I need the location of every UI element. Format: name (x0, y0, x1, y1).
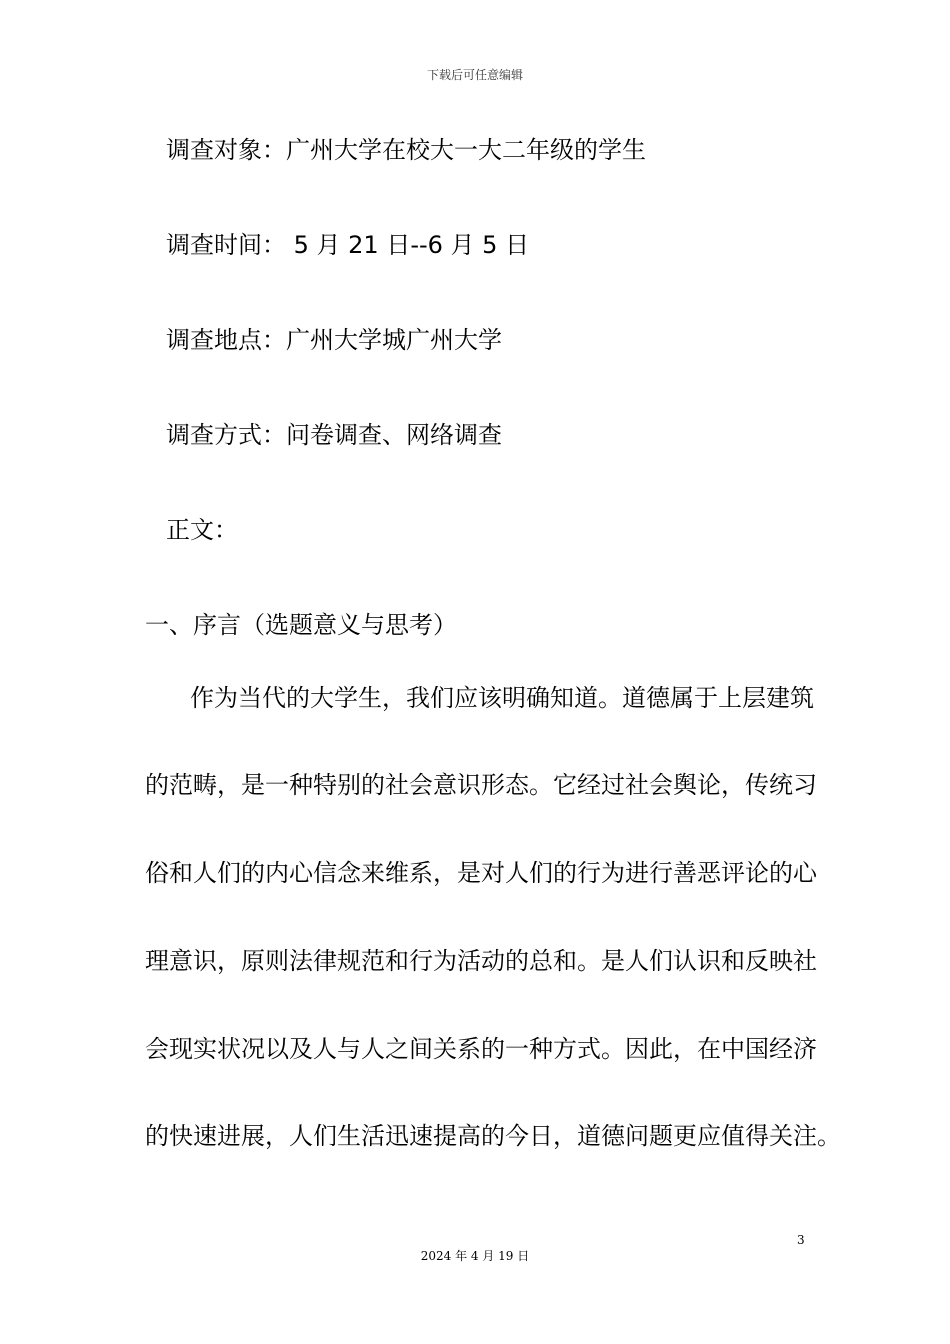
page-number: 3 (797, 1233, 805, 1247)
survey-method: 调查方式：问卷调查、网络调查 (166, 421, 502, 449)
paragraph-line: 的快速进展，人们生活迅速提高的今日，道德问题更应值得关注。 (145, 1122, 841, 1150)
paragraph-line: 俗和人们的内心信念来维系，是对人们的行为进行善恶评论的心 (145, 859, 817, 887)
body-label: 正文： (166, 516, 238, 544)
survey-place: 调查地点：广州大学城广州大学 (166, 326, 502, 354)
header-note: 下载后可任意编辑 (426, 68, 523, 82)
paragraph-line: 作为当代的大学生，我们应该明确知道。道德属于上层建筑 (190, 684, 814, 712)
footer-date: 2024 年 4 月 19 日 (420, 1249, 530, 1263)
section-heading: 一、序言（选题意义与思考） (145, 611, 457, 639)
paragraph-line: 的范畴，是一种特别的社会意识形态。它经过社会舆论，传统习 (145, 771, 817, 799)
paragraph-line: 会现实状况以及人与人之间关系的一种方式。因此，在中国经济 (145, 1035, 817, 1063)
survey-time: 调查时间： 5 月 21 日--6 月 5 日 (166, 231, 530, 259)
paragraph-line: 理意识，原则法律规范和行为活动的总和。是人们认识和反映社 (145, 947, 817, 975)
survey-target: 调查对象：广州大学在校大一大二年级的学生 (166, 136, 646, 164)
